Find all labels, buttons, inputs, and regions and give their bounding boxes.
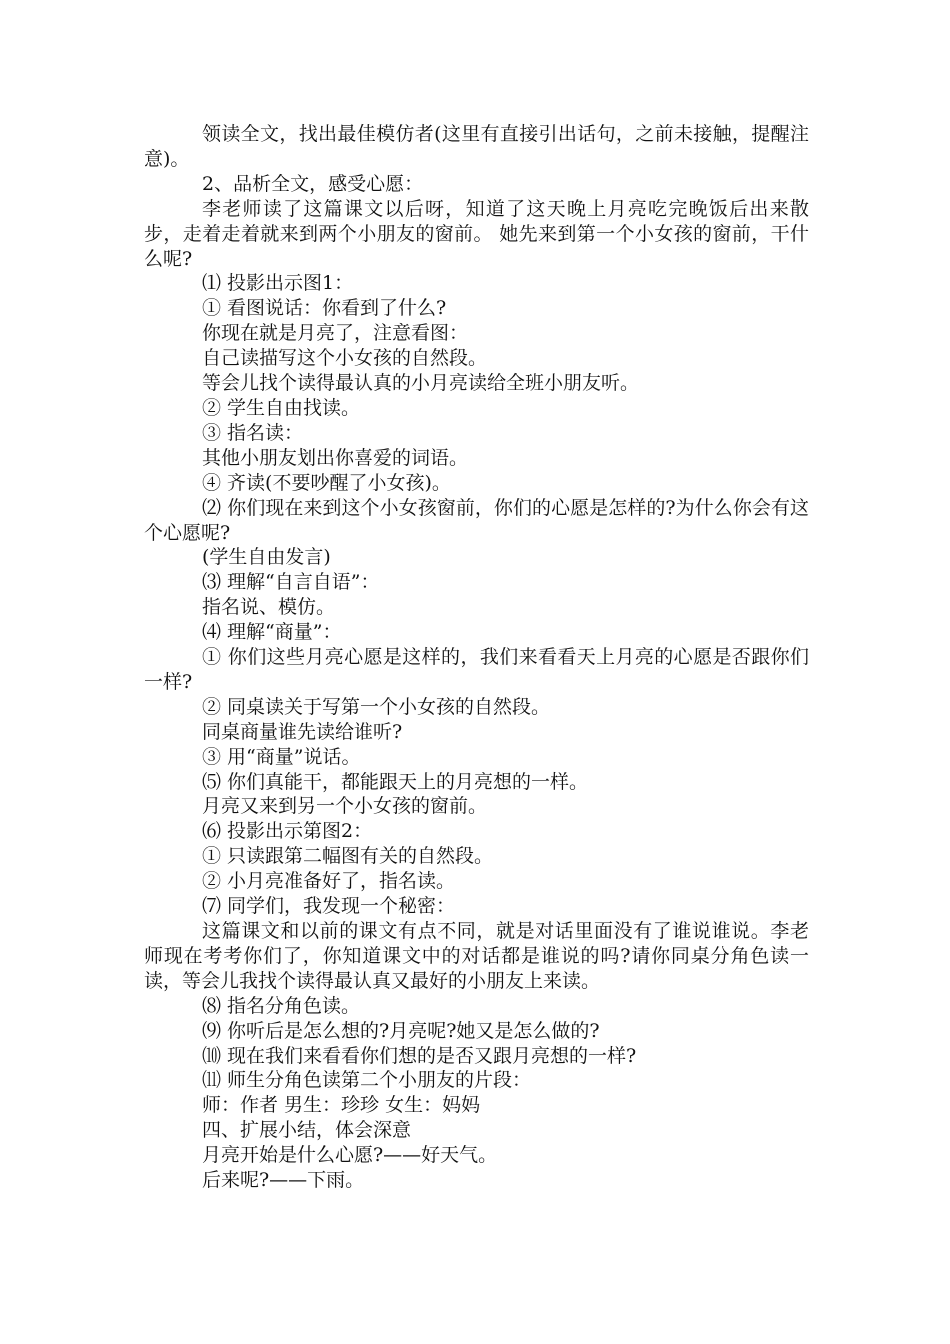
paragraph: ② 同桌读关于写第一个小女孩的自然段。 bbox=[202, 695, 551, 718]
paragraph: 四、扩展小结，体会深意 bbox=[202, 1119, 412, 1142]
paragraph: 月亮开始是什么心愿?——好天气。 bbox=[202, 1144, 498, 1167]
paragraph: (学生自由发言) bbox=[202, 546, 331, 569]
paragraph: ⑻ 指名分角色读。 bbox=[202, 994, 361, 1017]
paragraph: 你现在就是月亮了，注意看图： bbox=[202, 322, 469, 345]
paragraph: ⑽ 现在我们来看看你们想的是否又跟月亮想的一样? bbox=[202, 1044, 637, 1067]
paragraph: ⑺ 同学们，我发现一个秘密： bbox=[202, 895, 456, 918]
paragraph: 自己读描写这个小女孩的自然段。 bbox=[202, 347, 488, 370]
paragraph: 其他小朋友划出你喜爱的词语。 bbox=[202, 446, 469, 469]
paragraph: ④ 齐读(不要吵醒了小女孩)。 bbox=[202, 471, 451, 494]
paragraph: ⑶ 理解“自言自语”： bbox=[202, 571, 380, 594]
paragraph: ② 小月亮准备好了，指名读。 bbox=[202, 870, 456, 893]
paragraph: 后来呢?——下雨。 bbox=[202, 1169, 365, 1192]
paragraph: ③ 指名读： bbox=[202, 421, 304, 444]
paragraph: ② 学生自由找读。 bbox=[202, 396, 361, 419]
paragraph: 等会儿找个读得最认真的小月亮读给全班小朋友听。 bbox=[202, 372, 640, 395]
paragraph: 师：作者 男生：珍珍 女生：妈妈 bbox=[202, 1094, 481, 1117]
paragraph: 领读全文，找出最佳模仿者(这里有直接引出话句，之前未接触，提醒注意)。 bbox=[144, 123, 809, 170]
paragraph: ① 只读跟第二幅图有关的自然段。 bbox=[202, 845, 494, 868]
paragraph: ⑷ 理解“商量”： bbox=[202, 621, 342, 644]
paragraph: ⑴ 投影出示图1： bbox=[202, 272, 354, 295]
paragraph: ⑵ 你们现在来到这个小女孩窗前，你们的心愿是怎样的?为什么你会有这个心愿呢? bbox=[144, 496, 809, 544]
paragraph: 李老师读了这篇课文以后呀，知道了这天晚上月亮吃完晚饭后出来散步，走着走着就来到两个小朋友的窗前。 她先来到第一个小女孩的窗前，干什么呢? bbox=[144, 197, 809, 270]
paragraph: 这篇课文和以前的课文有点不同，就是对话里面没有了谁说谁说。李老师现在考考你们了，你知道课文中的对话都是谁说的吗?请你同桌分角色读一读，等会儿我找个读得最认真又最好的小朋友上来读。 bbox=[144, 920, 809, 992]
paragraph: ⑾ 师生分角色读第二个小朋友的片段： bbox=[202, 1069, 532, 1092]
paragraph: 月亮又来到另一个小女孩的窗前。 bbox=[202, 795, 488, 818]
paragraph: 同桌商量谁先读给谁听? bbox=[202, 720, 403, 743]
paragraph: ⑸ 你们真能干，都能跟天上的月亮想的一样。 bbox=[202, 770, 589, 793]
paragraph: ⑹ 投影出示第图2： bbox=[202, 820, 373, 843]
paragraph: ⑼ 你听后是怎么想的?月亮呢?她又是怎么做的? bbox=[202, 1019, 600, 1042]
document-page bbox=[144, 122, 809, 1193]
paragraph: ③ 用“商量”说话。 bbox=[202, 745, 361, 768]
paragraph: ① 看图说话：你看到了什么? bbox=[202, 297, 447, 320]
paragraph: 指名说、模仿。 bbox=[202, 596, 336, 619]
paragraph: 2、品析全文，感受心愿： bbox=[202, 172, 424, 195]
paragraph: ① 你们这些月亮心愿是这样的，我们来看看天上月亮的心愿是否跟你们一样? bbox=[144, 646, 809, 693]
